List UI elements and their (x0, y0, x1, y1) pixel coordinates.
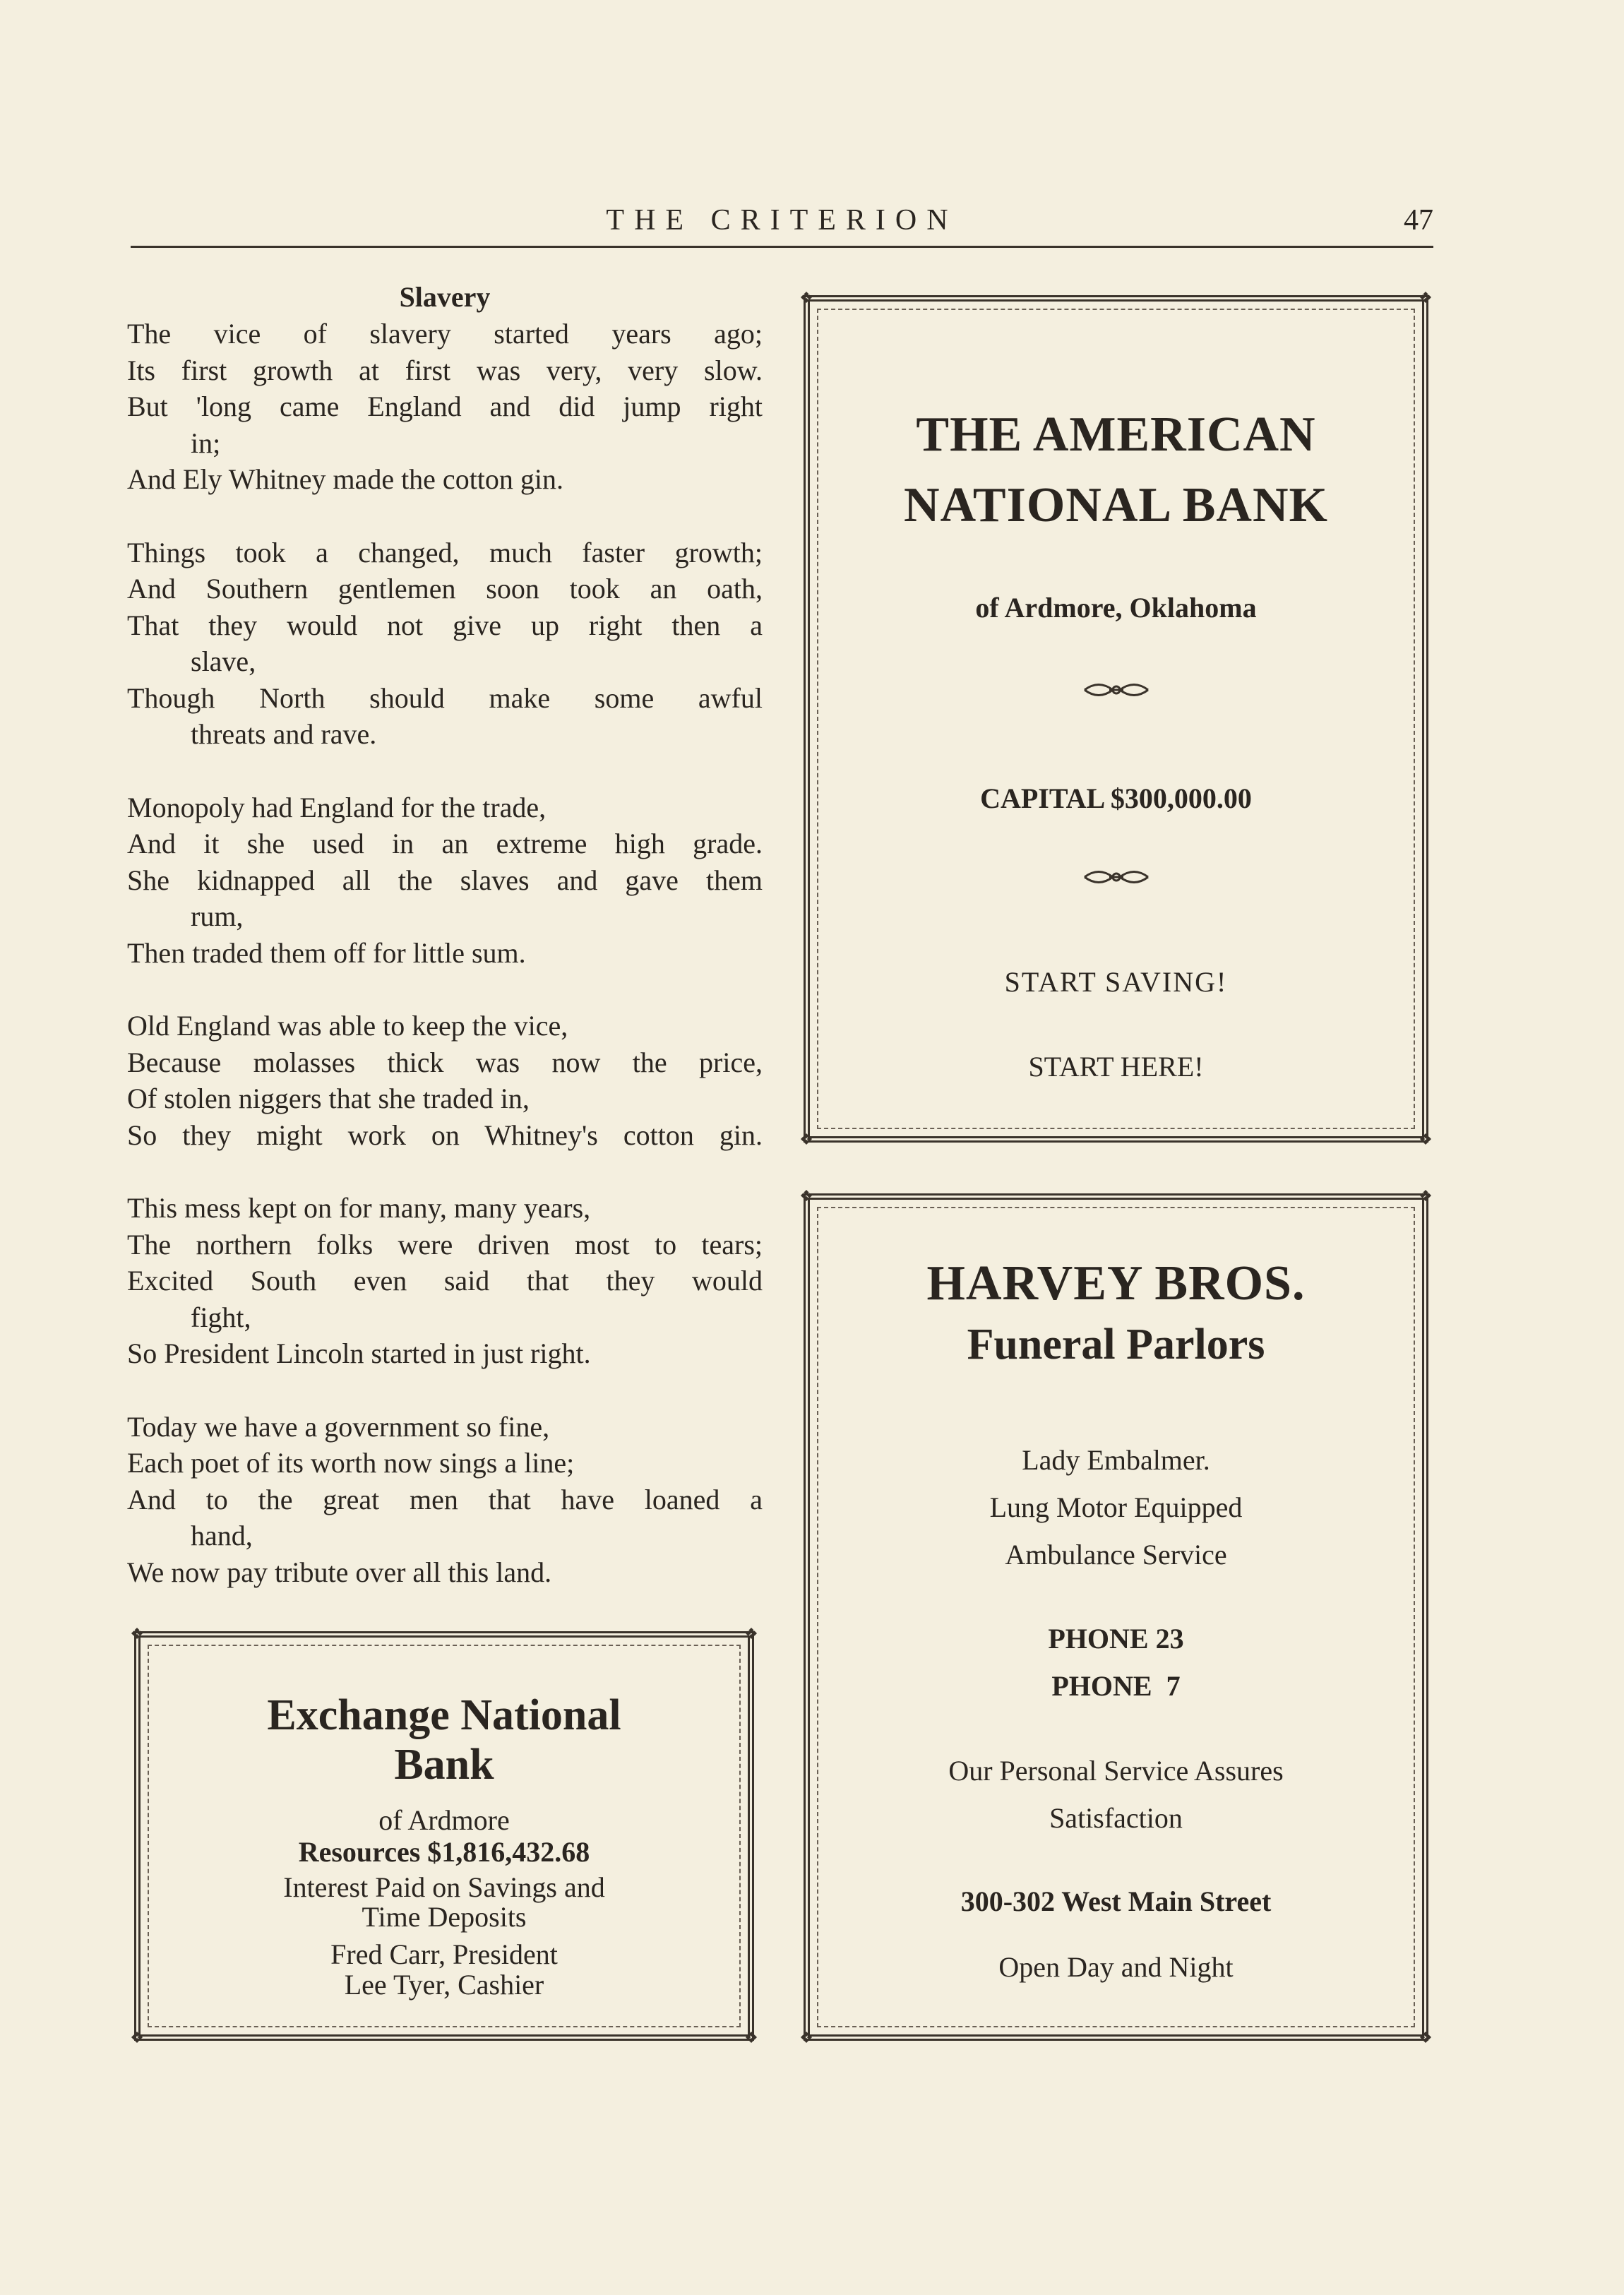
poem-line: And it she used in an extreme high grade. (127, 828, 763, 859)
slogan-start-saving: START SAVING! (1004, 966, 1228, 998)
business-name: HARVEY BROS. (926, 1256, 1306, 1311)
bank-capital: CAPITAL $300,000.00 (980, 782, 1252, 814)
bank-cashier: Lee Tyer, Cashier (344, 1969, 544, 2001)
stanza (127, 316, 763, 498)
poem-line: in; (191, 427, 221, 459)
page-number: 47 (1404, 204, 1433, 237)
stanza (127, 789, 763, 972)
bank-president: Fred Carr, President (330, 1938, 558, 1970)
stanza (127, 535, 763, 753)
bank-name-line1: Exchange National (267, 1691, 621, 1739)
tagline-line1: Our Personal Service Assures (948, 1755, 1284, 1787)
bank-name-line2: Bank (394, 1741, 494, 1789)
tagline-line2: Satisfaction (1049, 1802, 1183, 1834)
poem-line: And to the great men that have loaned a (127, 1483, 763, 1515)
service-ambulance: Ambulance Service (1005, 1539, 1227, 1570)
corner-ornament-icon: ❖ (744, 2029, 758, 2046)
bank-name-line2: NATIONAL BANK (904, 478, 1328, 532)
phone-23: PHONE 23 (1048, 1623, 1184, 1655)
poem-line: Monopoly had England for the trade, (127, 791, 547, 823)
poem-line: Old England was able to keep the vice, (127, 1010, 568, 1042)
poem-line: Each poet of its worth now sings a line; (127, 1447, 575, 1479)
interest-line2: Time Deposits (362, 1901, 527, 1933)
poem-line: Excited South even said that they would (127, 1265, 763, 1296)
poem-line: rum, (191, 900, 244, 932)
poem-line: Though North should make some awful (127, 681, 763, 714)
corner-ornament-icon: ❖ (1419, 1187, 1433, 1205)
poem-line: So President Lincoln started in just right. (127, 1337, 591, 1369)
interest-line1: Interest Paid on Savings and (283, 1871, 605, 1903)
exchange-national-bank-ad (130, 1625, 758, 2046)
poem-line: But 'long came England and did jump right (127, 391, 763, 422)
slogan-start-here: START HERE! (1028, 1051, 1204, 1083)
poem-line: Of stolen niggers that she traded in, (127, 1083, 530, 1114)
poem-line: The northern folks were driven most to tears; (127, 1228, 763, 1260)
poem-line: We now pay tribute over all this land. (127, 1556, 552, 1588)
running-head (131, 203, 1433, 248)
corner-ornament-icon: ❖ (1419, 2029, 1433, 2046)
business-type: Funeral Parlors (967, 1321, 1265, 1369)
stanza (127, 1190, 763, 1372)
poem-line: Things took a changed, much faster growth; (127, 536, 763, 568)
poem-line: slave, (191, 645, 256, 677)
poem-line: Its first growth at first was very, very slow. (127, 354, 763, 386)
poem-line: Today we have a government so fine, (127, 1410, 550, 1443)
poem-line: threats and rave. (191, 718, 377, 750)
poem-line: Because molasses thick was now the price, (127, 1046, 763, 1078)
poem-line: The vice of slavery started years ago; (127, 318, 763, 350)
corner-ornament-icon: ❖ (799, 1131, 813, 1148)
poem-line: And Southern gentlemen soon took an oath, (127, 573, 763, 604)
business-hours: Open Day and Night (998, 1951, 1234, 1983)
american-national-bank-ad (799, 289, 1433, 1148)
poem-title: Slavery (399, 281, 491, 313)
corner-ornament-icon: ❖ (799, 2029, 813, 2046)
corner-ornament-icon: ❖ (1419, 289, 1433, 306)
corner-ornament-icon: ❖ (799, 1187, 813, 1205)
bank-location: of Ardmore, Oklahoma (975, 592, 1257, 624)
corner-ornament-icon: ❖ (130, 1625, 144, 1643)
poem-line: And Ely Whitney made the cotton gin. (127, 463, 564, 495)
corner-ornament-icon: ❖ (130, 2029, 144, 2046)
poem-line: That they would not give up right then a (127, 609, 763, 641)
corner-ornament-icon: ❖ (744, 1625, 758, 1643)
poem-line: fight, (191, 1301, 251, 1333)
running-title: THE CRITERION (606, 204, 958, 237)
stanza (127, 1008, 763, 1153)
flourish-ornament-icon (810, 676, 1422, 708)
flourish-ornament-icon (810, 863, 1422, 895)
business-address: 300-302 West Main Street (960, 1885, 1272, 1917)
harvey-bros-ad (799, 1187, 1433, 2046)
corner-ornament-icon: ❖ (799, 289, 813, 306)
bank-name-line1: THE AMERICAN (916, 407, 1316, 462)
bank-resources: Resources $1,816,432.68 (298, 1836, 590, 1868)
poem-line: Then traded them off for little sum. (127, 936, 526, 969)
service-lady-embalmer: Lady Embalmer. (1022, 1444, 1210, 1476)
stanza (127, 1409, 763, 1591)
poem-line: hand, (191, 1520, 253, 1551)
poem (127, 279, 763, 1590)
poem-line: So they might work on Whitney's cotton gin. (127, 1119, 763, 1151)
bank-location: of Ardmore (378, 1804, 510, 1836)
phone-7: PHONE 7 (1051, 1670, 1181, 1702)
corner-ornament-icon: ❖ (1419, 1131, 1433, 1148)
poem-line: This mess kept on for many, many years, (127, 1192, 591, 1224)
service-lung-motor: Lung Motor Equipped (989, 1491, 1243, 1523)
poem-line: She kidnapped all the slaves and gave them (127, 864, 763, 896)
